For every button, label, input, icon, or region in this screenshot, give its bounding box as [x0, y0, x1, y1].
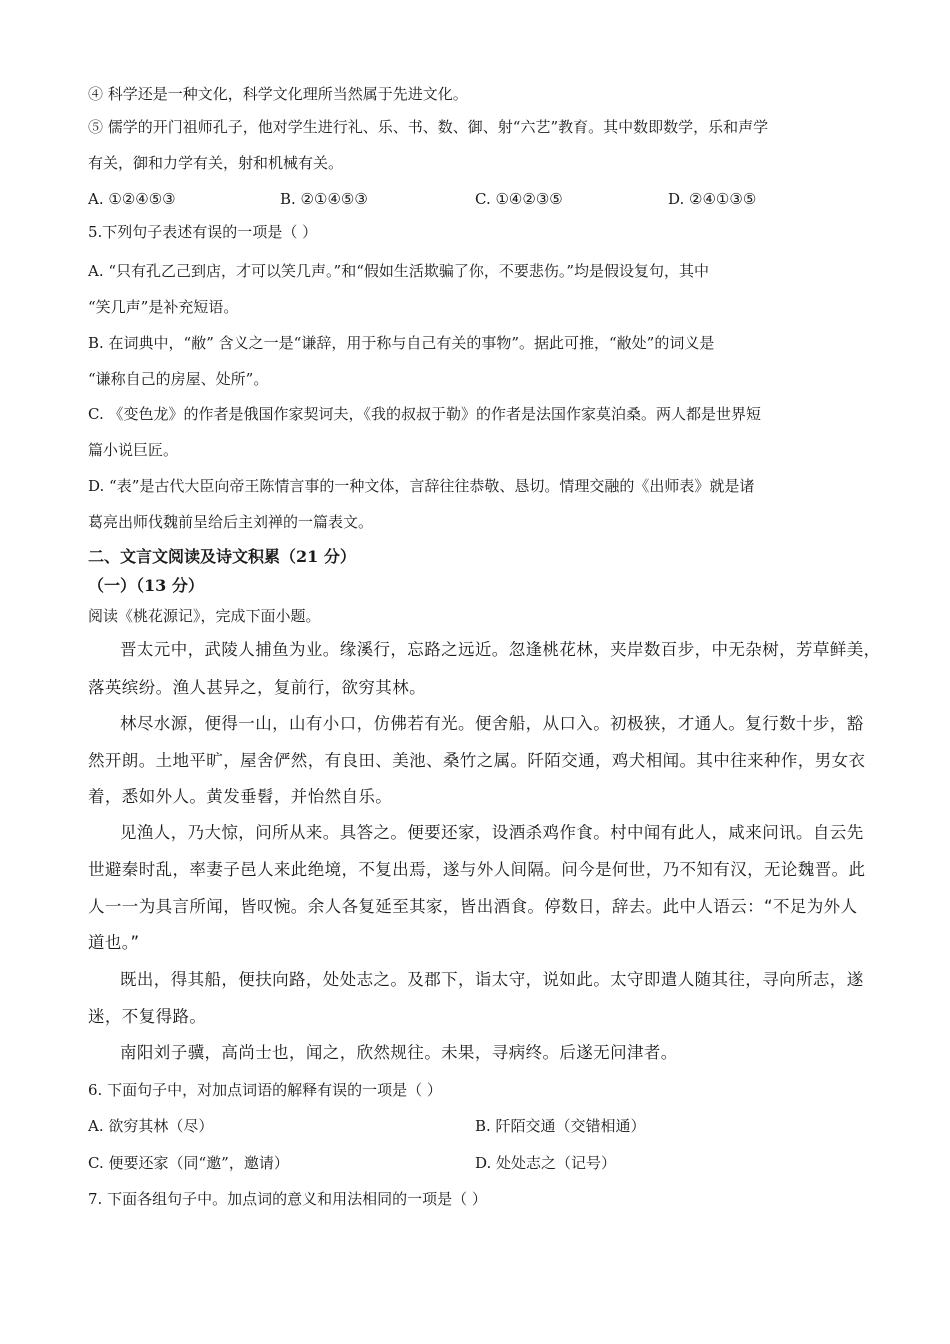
passage-para-3-line-1: 见渔人，乃大惊，问所从来。具答之。便要还家，设酒杀鸡作食。村中闻有此人，咸来问讯。自云先 — [120, 823, 864, 842]
q6-option-d: D. 处处志之（记号） — [475, 1154, 617, 1172]
q5-option-c-line-1: C. 《变色龙》的作者是俄国作家契诃夫，《我的叔叔于勒》的作者是法国作家莫泊桑。两人都是世界短 — [88, 405, 761, 423]
passage-para-1-line-2: 落英缤纷。渔人甚异之，复前行，欲穷其林。 — [88, 678, 426, 697]
ordering-item-5-line-1: ⑤ 儒学的开门祖师孔子，他对学生进行礼、乐、书、数、御、射“六艺”教育。其中数即数学，乐和声学 — [88, 118, 769, 136]
section-2-heading: 二、文言文阅读及诗文积累（21 分） — [88, 547, 356, 566]
ordering-item-4: ④ 科学还是一种文化，科学文化理所当然属于先进文化。 — [88, 85, 468, 103]
passage-para-5-line-1: 南阳刘子骥，高尚士也，闻之，欣然规往。未果，寻病终。后遂无问津者。 — [120, 1043, 678, 1062]
q6-option-a: A. 欲穷其林（尽） — [88, 1117, 214, 1135]
q6-stem: 6. 下面句子中，对加点词语的解释有误的一项是（ ） — [88, 1081, 442, 1099]
q5-option-d-line-1: D. “表”是古代大臣向帝王陈情言事的一种文体，言辞往往恭敬、恳切。情理交融的《出师表》就是诸 — [88, 477, 755, 495]
passage-para-4-line-2: 迷，不复得路。 — [88, 1007, 207, 1026]
q6-option-b: B. 阡陌交通（交错相通） — [475, 1117, 646, 1135]
passage-para-2-line-1: 林尽水源，便得一山，山有小口，仿佛若有光。便舍船，从口入。初极狭，才通人。复行数十步，豁 — [120, 714, 864, 733]
subsection-1-heading: （一）（13 分） — [88, 576, 204, 595]
q7-stem: 7. 下面各组句子中。加点词的意义和用法相同的一项是（ ） — [88, 1190, 487, 1208]
q5-stem: 5.下列句子表述有误的一项是（ ） — [88, 223, 318, 241]
q5-option-d-line-2: 葛亮出师伐魏前呈给后主刘禅的一篇表文。 — [88, 513, 374, 531]
reading-instruction: 阅读《桃花源记》，完成下面小题。 — [88, 607, 321, 625]
ordering-item-5-line-2: 有关，御和力学有关，射和机械有关。 — [88, 154, 344, 172]
q5-option-b-line-2: “谦称自己的房屋、处所”。 — [88, 370, 269, 388]
passage-para-3-line-4: 道也。” — [88, 933, 140, 952]
q4-option-d: D. ②④①③⑤ — [668, 190, 757, 208]
q5-option-a-line-2: “笑几声”是补充短语。 — [88, 298, 239, 316]
q5-option-b-line-1: B. 在词典中，“敝” 含义之一是“谦辞，用于称与自己有关的事物”。据此可推，“敝处”的词义是 — [88, 334, 715, 352]
q4-option-b: B. ②①④⑤③ — [280, 190, 368, 208]
passage-para-1-line-1: 晋太元中，武陵人捕鱼为业。缘溪行，忘路之远近。忽逢桃花林，夹岸数百步，中无杂树，芳草鲜美， — [120, 640, 881, 659]
q5-option-a-line-1: A. “只有孔乙己到店，才可以笑几声。”和“假如生活欺骗了你，不要悲伤。”均是假设复句，其中 — [88, 262, 710, 280]
passage-para-3-line-2: 世避秦时乱，率妻子邑人来此绝境，不复出焉，遂与外人间隔。问今是何世，乃不知有汉，无论魏晋。此 — [88, 860, 866, 879]
passage-para-2-line-3: 着，悉如外人。黄发垂髫，并怡然自乐。 — [88, 787, 393, 806]
q4-option-a: A. ①②④⑤③ — [88, 190, 176, 208]
q5-option-c-line-2: 篇小说巨匠。 — [88, 441, 179, 459]
passage-para-3-line-3: 人一一为具言所闻，皆叹惋。余人各复延至其家，皆出酒食。停数日，辞去。此中人语云：“不足为外人 — [88, 897, 858, 916]
passage-para-2-line-2: 然开朗。土地平旷，屋舍俨然，有良田、美池、桑竹之属。阡陌交通，鸡犬相闻。其中往来种作，男女衣 — [88, 751, 866, 770]
q6-option-c: C. 便要还家（同“邀”，邀请） — [88, 1154, 289, 1172]
passage-para-4-line-1: 既出，得其船，便扶向路，处处志之。及郡下，诣太守，说如此。太守即遣人随其往，寻向所志，遂 — [120, 970, 864, 989]
q4-option-c: C. ①④②③⑤ — [475, 190, 563, 208]
